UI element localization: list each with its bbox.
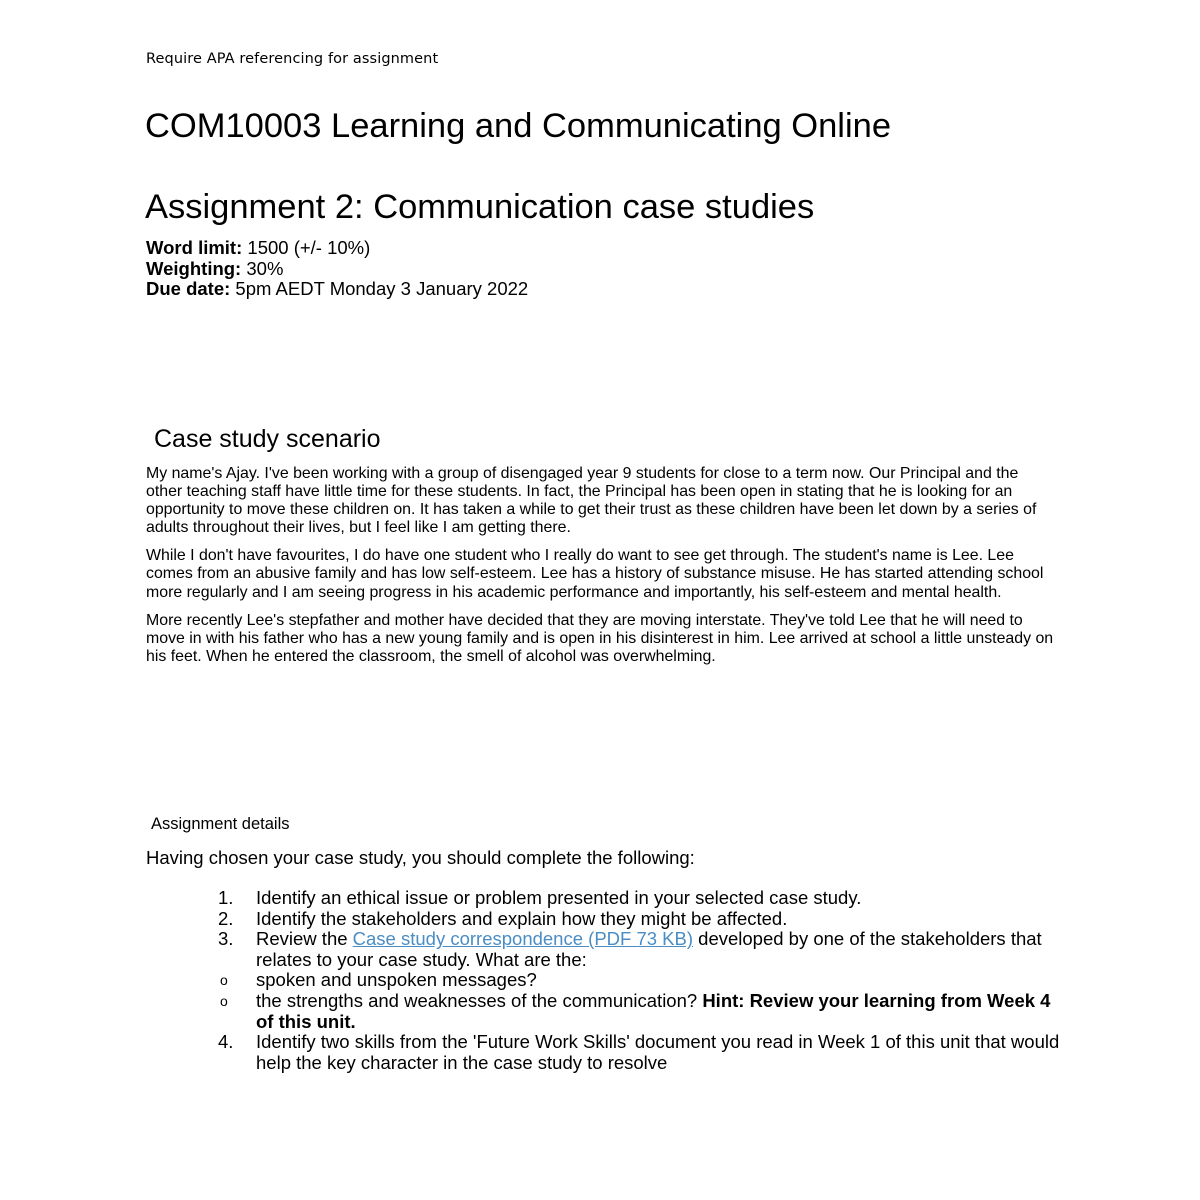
task-item — [146, 1032, 1066, 1073]
task-number: 2. — [218, 907, 234, 929]
due-date-row — [146, 279, 528, 300]
case-study-heading: Case study scenario — [154, 425, 381, 453]
due-date-label: Due date: — [146, 278, 231, 299]
case-study-text — [146, 465, 1056, 676]
sublist-container — [146, 970, 1066, 1032]
sub-item — [146, 970, 1066, 991]
task-number: 1. — [218, 887, 234, 908]
weighting-value: 30% — [241, 257, 284, 279]
task-item — [146, 929, 1066, 970]
bullet-icon: o — [220, 992, 228, 1009]
assignment-meta — [146, 238, 528, 300]
sub-list — [146, 970, 1066, 1032]
task-number: 4. — [218, 1031, 234, 1053]
sub-item — [146, 991, 1066, 1032]
task-text: Identify an ethical issue or problem presented in your selected case study. — [256, 887, 862, 908]
task-item — [146, 888, 1066, 909]
task-text-after: developed by one of the stakeholders that relates to your case study. What are the: — [256, 928, 1042, 970]
task-text-before: Review the — [256, 928, 353, 950]
task-number: 3. — [218, 928, 234, 950]
assignment-title: Assignment 2: Communication case studies — [145, 188, 815, 226]
word-limit-value: 1500 (+/- 10%) — [242, 237, 371, 258]
assignment-details-heading: Assignment details — [151, 815, 290, 833]
sub-item-text: the strengths and weaknesses of the communication? — [256, 989, 703, 1011]
word-limit-row — [146, 238, 528, 259]
bullet-icon: o — [220, 972, 228, 989]
sub-item-text: spoken and unspoken messages? — [256, 969, 537, 991]
hint-text: Hint: Review your learning from Week 4 of this unit. — [256, 989, 1051, 1032]
document-title: COM10003 Learning and Communicating Online — [145, 107, 892, 145]
scenario-paragraph: My name's Ajay. I've been working with a group of disengaged year 9 students for close to a term now. Our Principal and the other teaching staff have little time for these students. In fact, the Principal has been open in stating that he is looking for an opportunity to move these children on. It has taken a while to get their trust as these children have been let down by a series of adults throughout their lives, but I feel like I am getting there. — [146, 465, 1037, 537]
scenario-paragraph: While I don't have favourites, I do have one student who I really do want to see get through. The student's name is Lee. Lee comes from an abusive family and has low self-esteem. Lee has a history of substance misuse. He has started attending school more regularly and I am seeing progress in his academic performance and importantly, his self-esteem and mental health. — [146, 547, 1044, 601]
task-list — [146, 888, 1066, 1073]
weighting-row — [146, 259, 528, 280]
task-item — [146, 909, 1066, 930]
task-text: Identify two skills from the 'Future Work Skills' document you read in Week 1 of this unit that would help the key character in the case study to resolve — [256, 1031, 1060, 1073]
task-text: Identify the stakeholders and explain how they might be affected. — [256, 907, 788, 929]
assignment-intro: Having chosen your case study, you should complete the following: — [146, 847, 695, 868]
word-limit-label: Word limit: — [146, 237, 243, 258]
due-date-value: 5pm AEDT Monday 3 January 2022 — [230, 278, 529, 299]
case-study-correspondence-link[interactable]: Case study correspondence (PDF 73 KB) — [352, 928, 694, 950]
header-note: Require APA referencing for assignment — [146, 51, 439, 67]
scenario-paragraph: More recently Lee's stepfather and mother have decided that they are moving interstate. They've told Lee that he will need to move in with his father who has a new young family and is open in his disinterest in him. Lee arrived at school a little unsteady on his feet. When he entered the classroom, the smell of alcohol was overwhelming. — [146, 611, 1054, 665]
weighting-label: Weighting: — [146, 257, 242, 279]
